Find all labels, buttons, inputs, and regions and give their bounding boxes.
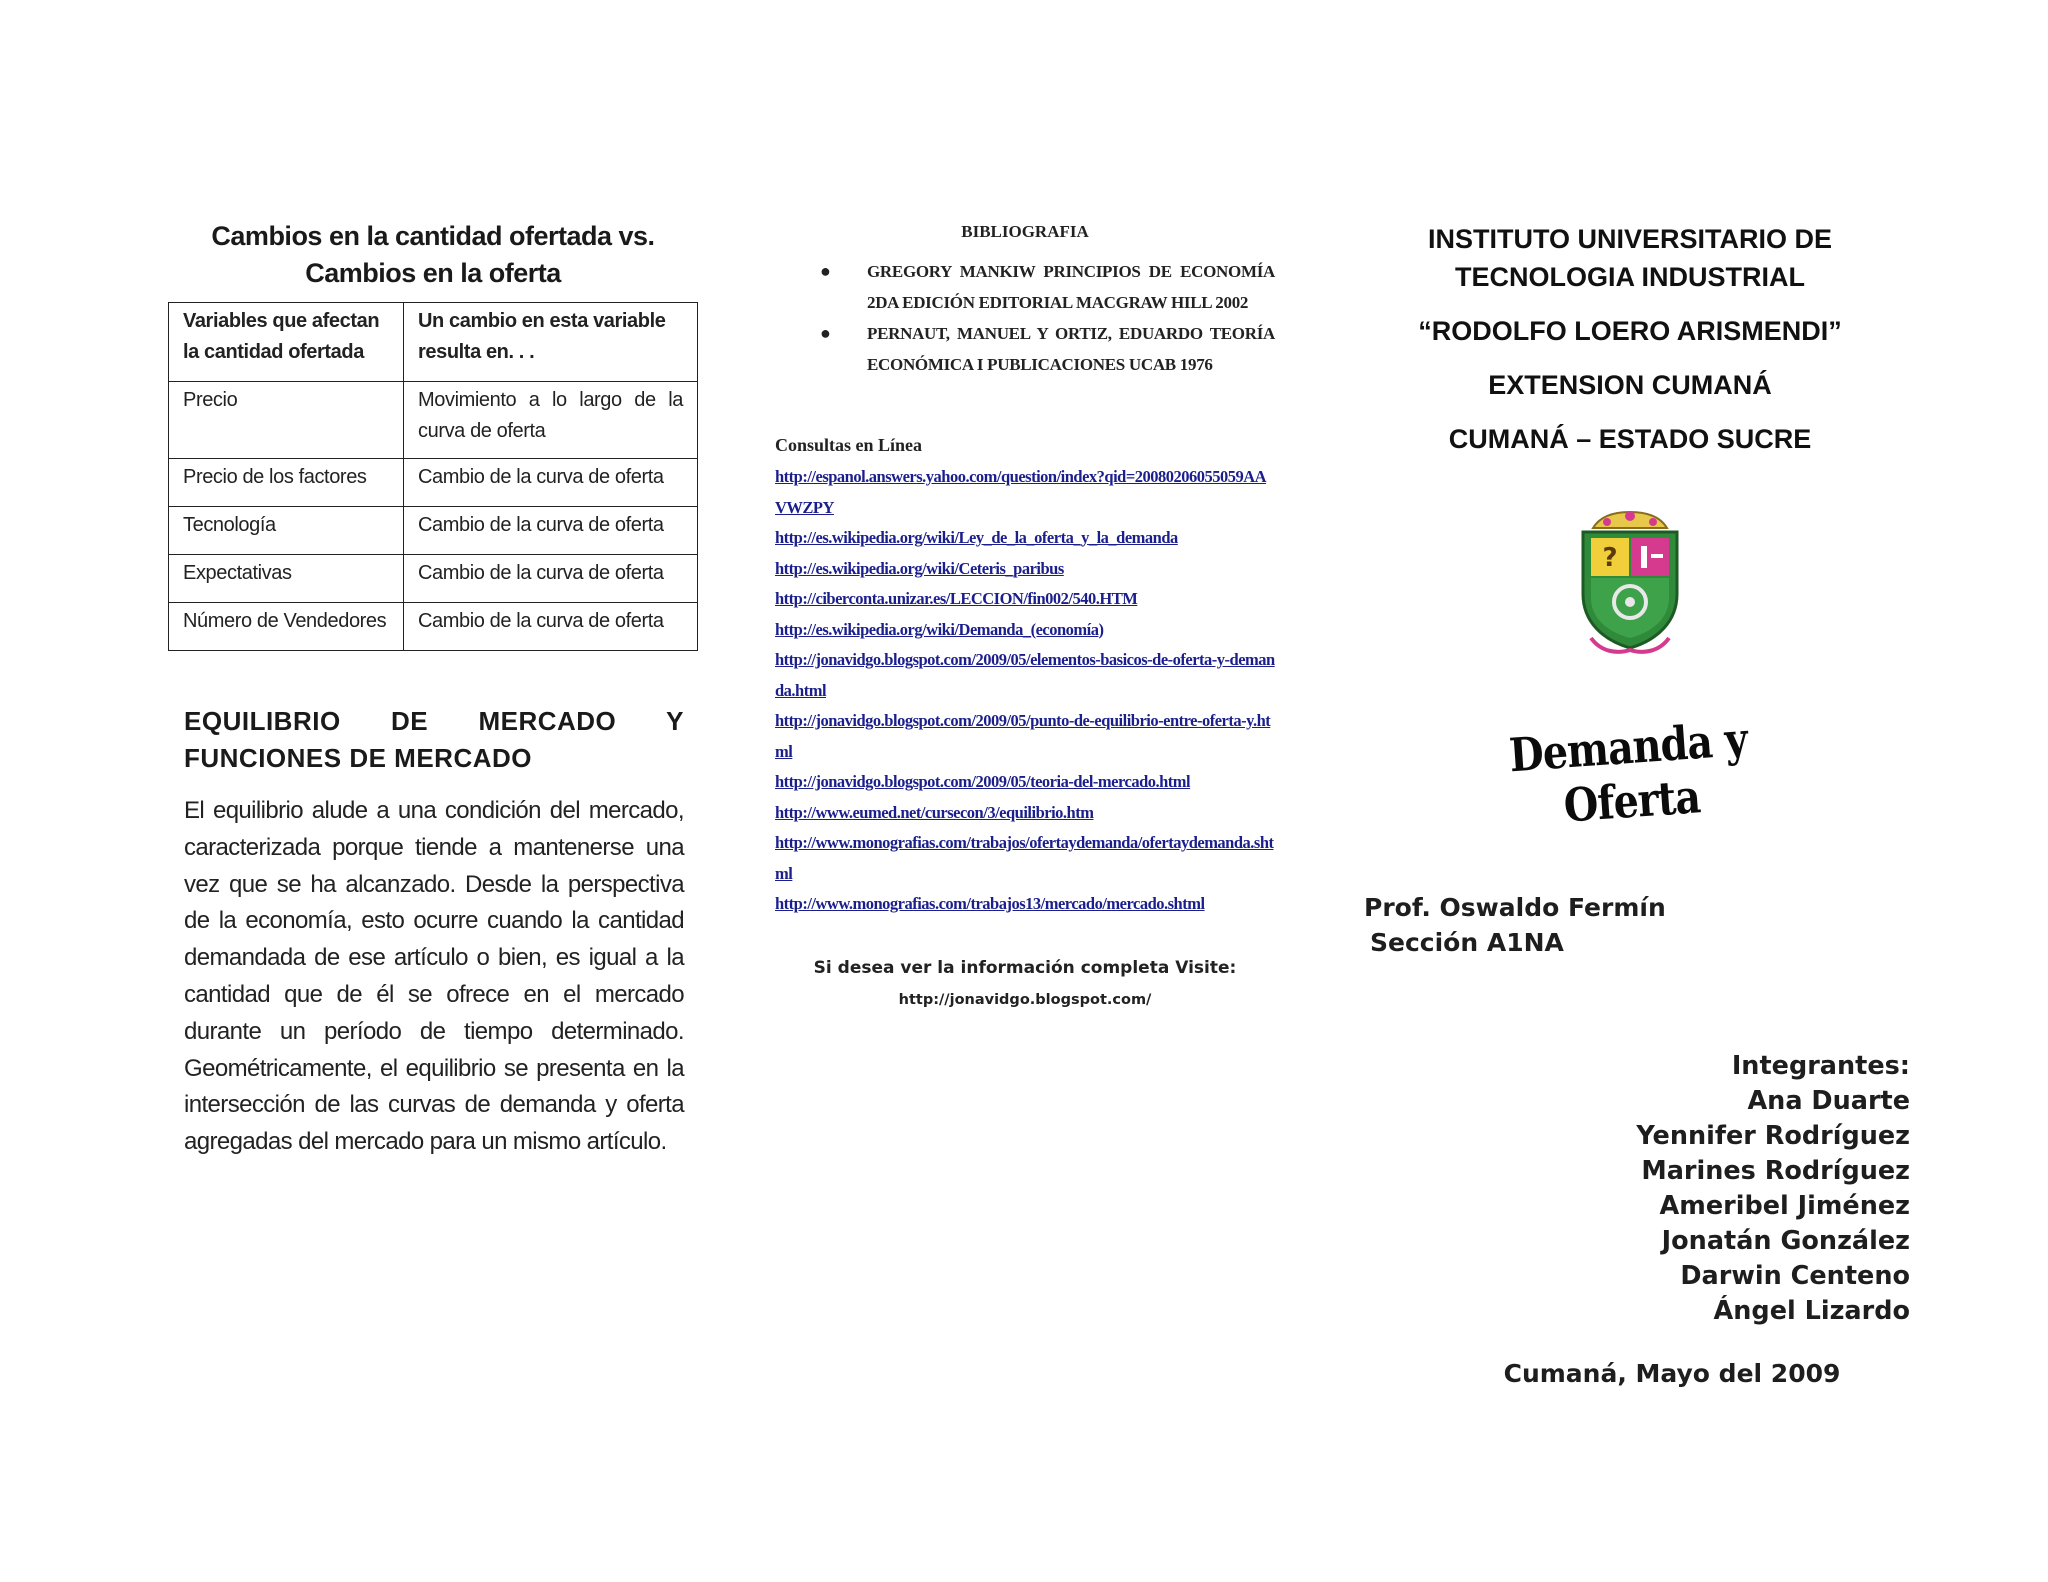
bullet-icon: ● xyxy=(820,323,831,343)
variables-table xyxy=(168,302,698,651)
table-cell: Precio de los factores xyxy=(169,459,404,507)
bibliography-item xyxy=(820,318,1275,380)
left-column xyxy=(168,218,698,1161)
table-header-row xyxy=(169,303,698,382)
visit-text: Si desea ver la información completa Visite: xyxy=(813,957,1237,978)
table-header-cell: Variables que afectan la cantidad ofertada xyxy=(169,303,404,382)
middle-column xyxy=(775,222,1275,1008)
svg-text:?: ? xyxy=(1602,543,1618,573)
professor-block xyxy=(1350,890,1910,960)
institution-line: TECNOLOGIA INDUSTRIAL xyxy=(1455,262,1805,292)
table-row xyxy=(169,603,698,651)
table-cell: Cambio de la curva de oferta xyxy=(404,459,698,507)
table-cell: Cambio de la curva de oferta xyxy=(404,603,698,651)
section-label: Sección A1NA xyxy=(1370,928,1564,957)
member-name: Ameribel Jiménez xyxy=(1659,1191,1910,1221)
reference-link[interactable]: http://es.wikipedia.org/wiki/Ceteris_paribus xyxy=(775,558,1064,578)
bibliography-list xyxy=(775,256,1275,380)
visit-url: http://jonavidgo.blogspot.com/ xyxy=(898,991,1152,1008)
table-title: Cambios en la cantidad ofertada vs. Cambios en la oferta xyxy=(211,221,655,288)
reference-link[interactable]: http://jonavidgo.blogspot.com/2009/05/punto-de-equilibrio-entre-oferta-y.html xyxy=(775,711,1271,761)
reference-link[interactable]: http://espanol.answers.yahoo.com/question/index?qid=20080206055059AAVWZPY xyxy=(775,467,1267,517)
table-cell: Número de Vendedores xyxy=(169,603,404,651)
member-name: Yennifer Rodríguez xyxy=(1636,1121,1910,1151)
reference-link[interactable]: http://es.wikipedia.org/wiki/Ley_de_la_oferta_y_la_demanda xyxy=(775,528,1178,547)
reference-link[interactable]: http://www.monografias.com/trabajos13/mercado/mercado.shtml xyxy=(775,894,1205,913)
crest-icon xyxy=(1571,506,1689,656)
brochure-title: Demanda y Oferta xyxy=(1507,711,1749,833)
table-cell: Precio xyxy=(169,382,404,459)
table-row xyxy=(169,555,698,603)
reference-link[interactable]: http://www.monografias.com/trabajos/ofertaydemanda/ofertaydemanda.shtml xyxy=(775,833,1274,883)
table-row xyxy=(169,459,698,507)
member-name: Darwin Centeno xyxy=(1680,1261,1910,1291)
member-name: Marines Rodríguez xyxy=(1641,1156,1910,1186)
table-cell: Tecnología xyxy=(169,507,404,555)
table-row xyxy=(169,507,698,555)
section-title: EQUILIBRIO DE MERCADO Y FUNCIONES DE MERCADO xyxy=(184,706,684,773)
professor-name: Prof. Oswaldo Fermín xyxy=(1364,893,1666,922)
right-column xyxy=(1350,220,1910,1388)
reference-link[interactable]: http://www.eumed.net/cursecon/3/equilibrio.htm xyxy=(775,802,1094,822)
table-cell: Cambio de la curva de oferta xyxy=(404,555,698,603)
reference-link[interactable]: http://jonavidgo.blogspot.com/2009/05/elementos-basicos-de-oferta-y-demanda.html xyxy=(775,650,1275,700)
member-name: Ana Duarte xyxy=(1747,1086,1910,1116)
reference-link[interactable]: http://ciberconta.unizar.es/LECCION/fin002/540.HTM xyxy=(775,589,1138,608)
bullet-icon: ● xyxy=(820,261,831,281)
table-cell: Cambio de la curva de oferta xyxy=(404,507,698,555)
table-cell: Expectativas xyxy=(169,555,404,603)
online-title: Consultas en Línea xyxy=(775,435,923,455)
bibliography-text: PERNAUT, MANUEL Y ORTIZ, EDUARDO TEORÍA ECONÓMICA I PUBLICACIONES UCAB 1976 xyxy=(867,324,1275,374)
section-body: El equilibrio alude a una condición del mercado, caracterizada porque tiende a mantenerse una vez que se ha alcanzado. Desde la perspectiva de la economía, esto ocurre cuando la cantidad demandada de ese artículo o bien, es igual a la cantidad que de él se ofrece en el mercado durante un período de tiempo determinado. Geométricamente, el equilibrio se presenta en la intersección de las curvas de demanda y oferta agregadas del mercado para un mismo artículo. xyxy=(184,797,684,1156)
links-list xyxy=(775,462,1275,920)
table-cell: Movimiento a lo largo de la curva de oferta xyxy=(404,382,698,459)
institution-line: INSTITUTO UNIVERSITARIO DE xyxy=(1427,224,1833,254)
members-list xyxy=(1636,1049,1910,1329)
institution-name: “RODOLFO LOERO ARISMENDI” xyxy=(1418,316,1842,346)
reference-link[interactable]: http://jonavidgo.blogspot.com/2009/05/teoria-del-mercado.html xyxy=(775,772,1191,791)
institution-block xyxy=(1350,220,1910,458)
members-label: Integrantes: xyxy=(1731,1051,1910,1081)
location-label: CUMANÁ – ESTADO SUCRE xyxy=(1448,424,1812,454)
reference-link[interactable]: http://es.wikipedia.org/wiki/Demanda_(economía) xyxy=(775,619,1104,639)
bibliography-title: BIBLIOGRAFIA xyxy=(961,222,1089,241)
bibliography-text: GREGORY MANKIW PRINCIPIOS DE ECONOMÍA 2DA EDICIÓN EDITORIAL MACGRAW HILL 2002 xyxy=(867,262,1275,312)
member-name: Ángel Lizardo xyxy=(1713,1296,1910,1326)
table-row xyxy=(169,382,698,459)
bibliography-item xyxy=(820,256,1275,318)
member-name: Jonatán González xyxy=(1661,1226,1910,1256)
extension-label: EXTENSION CUMANÁ xyxy=(1488,370,1772,400)
place-date: Cumaná, Mayo del 2009 xyxy=(1503,1359,1841,1388)
table-header-cell: Un cambio en esta variable resulta en. . . xyxy=(404,303,698,382)
